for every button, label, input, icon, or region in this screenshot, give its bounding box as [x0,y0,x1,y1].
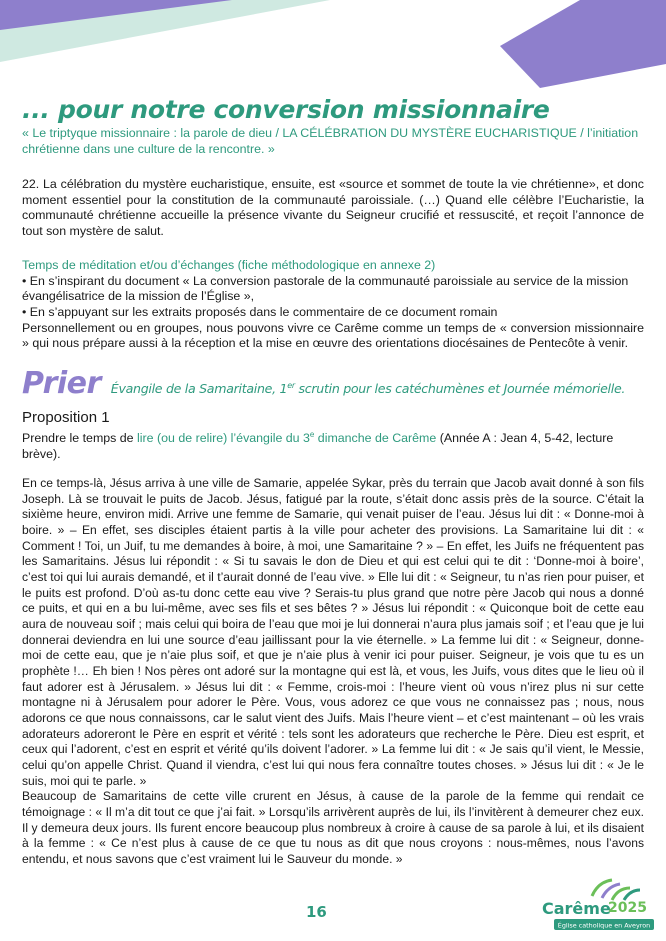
gospel-link-a: lire (ou de relire) l’évangile du 3 [137,431,310,446]
svg-text:Église catholique en Aveyron: Église catholique en Aveyron [557,921,651,930]
prier-subtitle-a: Évangile de la Samaritaine, 1 [110,381,288,397]
prier-heading [22,366,644,401]
prier-subtitle [111,381,625,396]
gospel-link-sup: e [309,430,315,440]
gospel-link-b: dimanche de Carême [314,431,437,446]
proposition-instruction [22,427,644,462]
gospel-text-2: Beaucoup de Samaritains de cette ville crurent en Jésus, à cause de la parole de la femme qui rendait ce témoignage : « Il m’a dit tout ce que j’ai fait. » Lorsqu’ils arrivèrent auprès de lui, ils l’invitèrent à demeurer chez eux. Il y demeura deux jours. Ils furent encore beaucoup plus nombreux à croire à cause de sa parole à lui, et ils disaient à la femme : « Ce n’est plus à cause de ce que tu nous as dit que nous croyons : nous-mêmes, nous l’avons entendu, et nous savons que c’est vraiment lui le Sauveur du monde. » [22,789,644,866]
prier-subtitle-sup: er [287,380,295,390]
header-decoration [0,0,666,96]
meditation-bullet-1: • En s’inspirant du document « La conversion pastorale de la communauté paroissiale au service de la mission évangélisatrice de la mission de l’Église », [22,273,629,304]
svg-text:2025: 2025 [608,900,647,916]
careme-2025-logo [540,878,658,936]
svg-text:Carême: Carême [542,899,611,918]
purple-triangle-right [500,0,666,88]
page-title: ... pour notre conversion missionnaire [22,95,550,124]
page-subtitle: « Le triptyque missionnaire : la parole de dieu / LA CÉLÉBRATION DU MYSTÈRE EUCHARISTIQUE / l’initiation chrétienne dans une culture de la rencontre. » [22,126,639,156]
paragraph-22: 22. La célébration du mystère eucharistique, ensuite, est «source et sommet de toute la vie chrétienne», et donc moment essentiel pour la constitution de la communauté paroissiale. (…) Quand elle célèbre l’Eucharistie, la communauté chrétienne accueille la présence vivante du Seigneur crucifié et ressuscité, et reçoit l’annonce de tout son mystère de salut. [22,177,644,239]
proposition-title: Proposition 1 [22,409,110,427]
gospel-reference-link[interactable] [137,431,436,445]
instruction-lead: Prendre le temps de [22,431,138,446]
prier-word: Prier [22,366,101,402]
prier-subtitle-b: scrutin pour les catéchumènes et Journée mémorielle. [294,381,626,397]
meditation-title: Temps de méditation et/ou d’échanges (fiche méthodologique en annexe 2) [22,257,436,272]
page-content [22,96,644,868]
meditation-closing: Personnellement ou en groupes, nous pouvons vivre ce Carême comme un temps de « conversion missionnaire » qui nous prépare aussi à la réception et la mise en œuvre des orientations diocésaines de Pentecôte à venir. [22,320,644,351]
page-number: 16 [306,903,327,921]
meditation-bullet-2: • En s’appuyant sur les extraits proposés dans le commentaire de ce document romain [22,304,498,319]
instruction-tail: (Année A : Jean 4, 5-42, lecture brève). [22,431,614,462]
gospel-text-1: En ce temps-là, Jésus arriva à une ville de Samarie, appelée Sykar, près du terrain que Jacob avait donné à son fils Joseph. Là se trouvait le puits de Jacob. Jésus, fatigué par la route, s’était donc assis près de la source. C’était la sixième heure, environ midi. Arrive une femme de Samarie, qui venait puiser de l’eau. Jésus lui dit : « Donne-moi à boire. » – En effet, ses disciples étaient partis à la ville pour acheter des provisions. La Samaritaine lui dit : « Comment ! Toi, un Juif, tu me demandes à boire, à moi, une Samaritaine ? » – En effet, les Juifs ne fréquentent pas les Samaritains. Jésus lui répondit : « Si tu savais le don de Dieu et qui est celui qui te dit : ‘Donne-moi à boire’, c’est toi qui lui aurais demandé, et il t’aurait donné de l’eau vive. » Elle lui dit : « Seigneur, tu n’as rien pour puiser, et le puits est profond. D’où as-tu donc cette eau vive ? Serais-tu plus grand que notre père Jacob qui nous a donné ce puits, et qui en a bu lui-même, avec ses fils et ses bêtes ? » Jésus lui répondit : « Quiconque boit de cette eau aura de nouveau soif ; mais celui qui boira de l’eau que moi je lui donnerai n’aura plus jamais soif ; et l’eau que je lui donnerai deviendra en lui une source d’eau jaillissant pour la vie éternelle. » La femme lui dit : « Seigneur, donne-moi de cette eau, que je n’aie plus soif, et que je n’aie plus à venir ici pour puiser. Seigneur, je vois que tu es un prophète !… Eh bien ! Nos pères ont adoré sur la montagne qui est là, et vous, les Juifs, vous dites que le lieu où il faut adorer est à Jérusalem. » Jésus lui dit : « Femme, crois-moi : l’heure vient où vous n’irez plus ni sur cette montagne ni à Jérusalem pour adorer le Père. Vous, vous adorez ce que vous ne connaissez pas ; nous, nous adorons ce que nous connaissons, car le salut vient des Juifs. Mais l’heure vient – et c’est maintenant – où les vrais adorateurs adoreront le Père en esprit et vérité : tels sont les adorateurs que recherche le Père. Dieu est esprit, et ceux qui l’adorent, c’est en esprit et vérité qu’ils doivent l’adorer. » La femme lui dit : « Je sais qu’il vient, le Messie, celui qu’on appelle Christ. Quand il viendra, c’est lui qui nous fera connaître toutes choses. » Jésus lui dit : « Je le suis, moi qui te parle. » [22,476,644,788]
